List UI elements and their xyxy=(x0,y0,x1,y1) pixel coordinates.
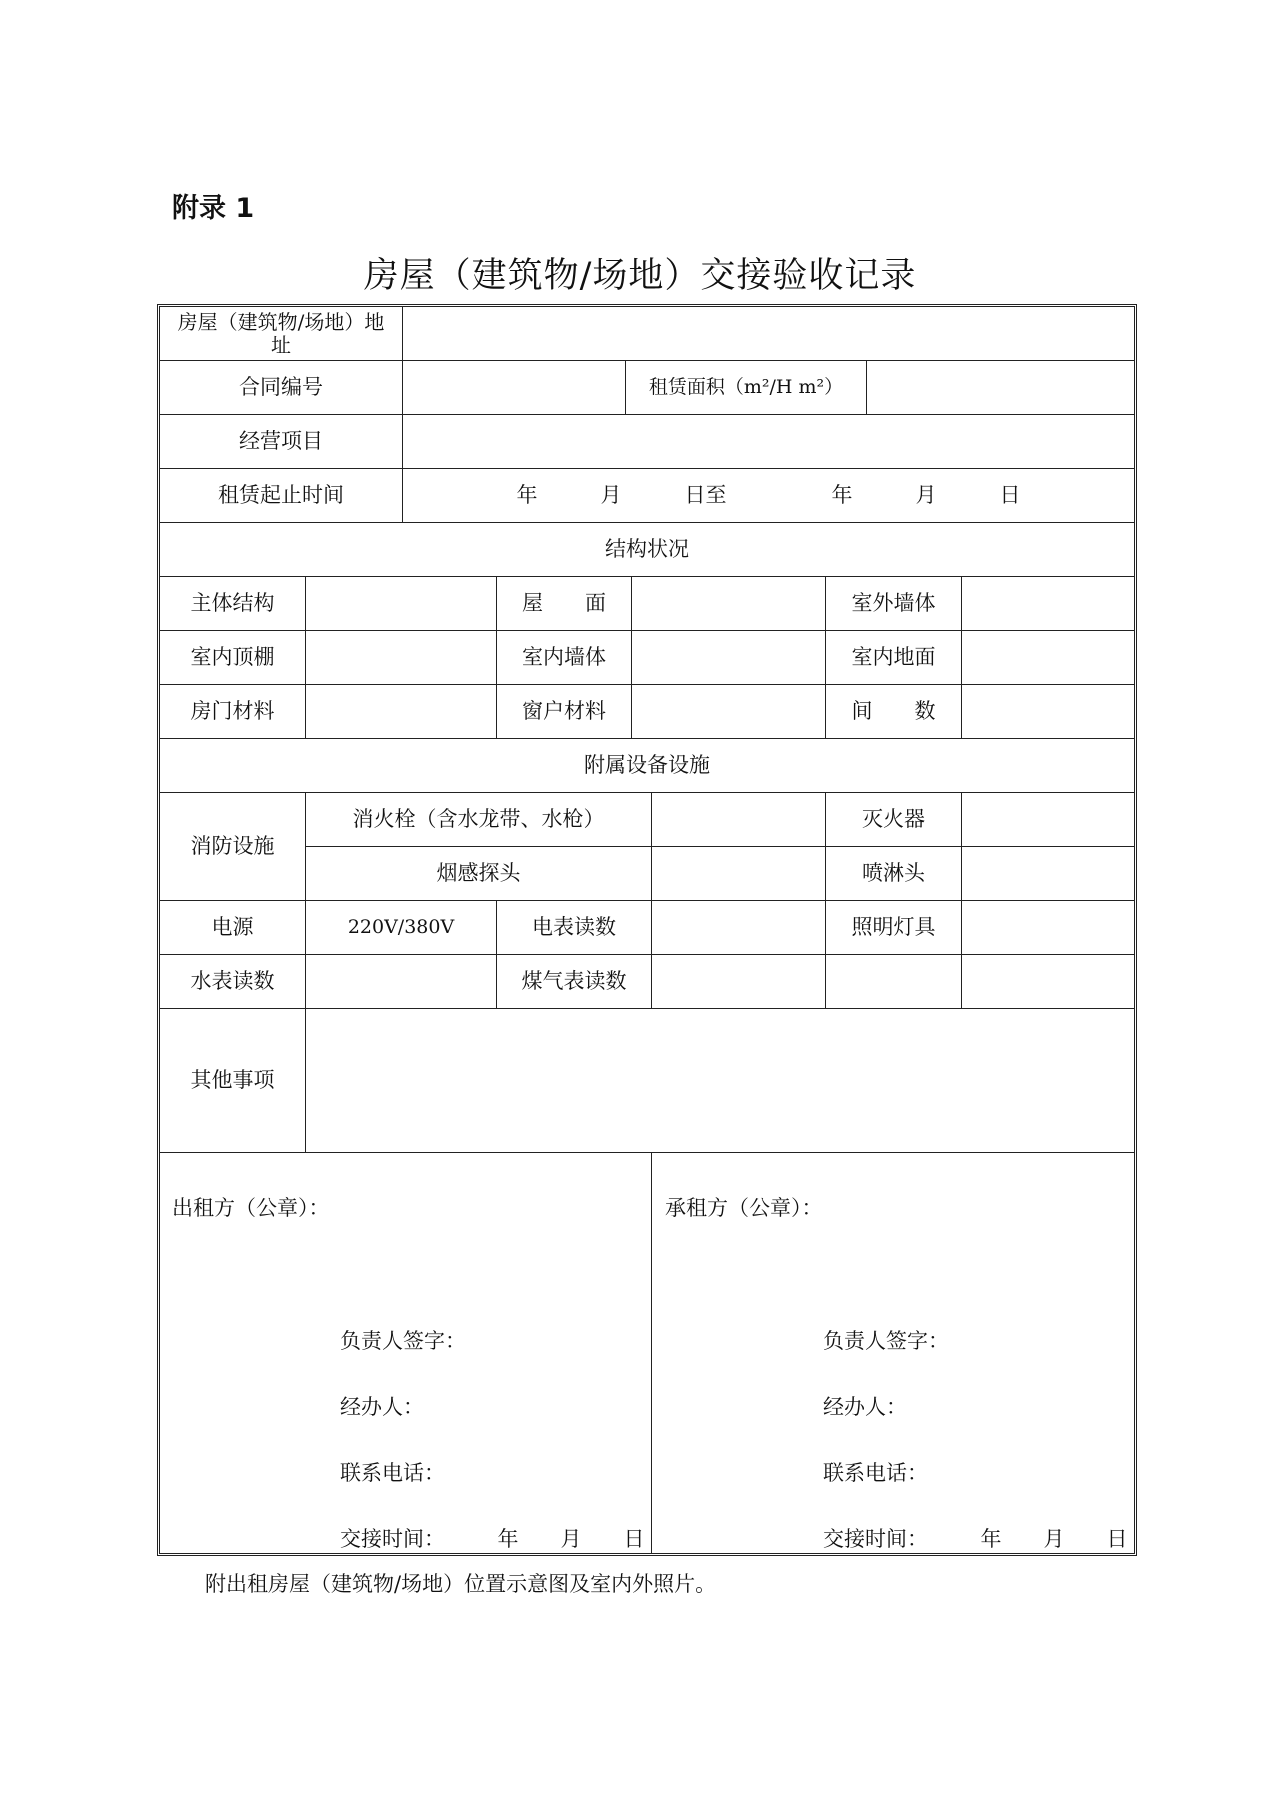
fire-facilities-label: 消防设施 xyxy=(190,834,275,858)
sprinkler-label: 喷淋头 xyxy=(862,861,925,885)
extinguisher-field[interactable] xyxy=(962,792,1134,846)
address-field[interactable] xyxy=(403,307,1134,360)
door-material-field[interactable] xyxy=(306,684,496,738)
other-matters-label: 其他事项 xyxy=(190,1068,275,1092)
door-material-label: 房门材料 xyxy=(190,699,275,723)
extinguisher-label: 灭火器 xyxy=(862,807,925,831)
business-label: 经营项目 xyxy=(239,429,323,453)
exterior-wall-label: 室外墙体 xyxy=(851,591,936,615)
lessor-sign[interactable]: 负责人签字： xyxy=(340,1329,466,1353)
page-title: 房屋（建筑物/场地）交接验收记录 xyxy=(363,256,917,296)
hydrant-field[interactable] xyxy=(652,792,825,846)
interior-wall-label: 室内墙体 xyxy=(522,645,606,669)
lessor-handover[interactable]: 交接时间： 年 月 日 xyxy=(340,1527,645,1551)
structure-section-title: 结构状况 xyxy=(605,537,689,561)
voltage-value: 220V/380V xyxy=(347,916,455,938)
roof-field[interactable] xyxy=(632,576,825,630)
lessor-handler[interactable]: 经办人： xyxy=(340,1395,424,1419)
meter-reading-field[interactable] xyxy=(652,900,825,954)
window-material-label: 窗户材料 xyxy=(522,699,606,723)
other-matters-field[interactable] xyxy=(306,1008,1134,1152)
room-count-label: 间 数 xyxy=(851,699,936,723)
appendix-label: 附录 1 xyxy=(172,193,255,224)
roof-label: 屋 面 xyxy=(522,591,606,615)
lighting-label: 照明灯具 xyxy=(851,915,936,939)
lessor-phone[interactable]: 联系电话： xyxy=(340,1461,445,1485)
lease-period-label: 租赁起止时间 xyxy=(218,483,344,507)
lessee-handler[interactable]: 经办人： xyxy=(823,1395,907,1419)
extra-field[interactable] xyxy=(826,954,961,1008)
power-label: 电源 xyxy=(211,915,254,939)
business-field[interactable] xyxy=(403,414,1134,468)
extra-field-2[interactable] xyxy=(962,954,1134,1008)
interior-ceiling-label: 室内顶棚 xyxy=(190,645,275,669)
exterior-wall-field[interactable] xyxy=(962,576,1134,630)
room-count-field[interactable] xyxy=(962,684,1134,738)
address-label: 房屋（建筑物/场地）地址 xyxy=(177,309,385,357)
contract-no-field[interactable] xyxy=(403,360,625,414)
interior-wall-field[interactable] xyxy=(632,630,825,684)
lease-area-label: 租赁面积（m²/H m²） xyxy=(648,376,844,398)
lease-period-field[interactable]: 年 月 日至 年 月 日 xyxy=(516,483,1021,507)
lessee-handover[interactable]: 交接时间： 年 月 日 xyxy=(823,1527,1128,1551)
lease-area-field[interactable] xyxy=(867,360,1134,414)
main-structure-field[interactable] xyxy=(306,576,496,630)
lessee-heading: 承租方（公章）： xyxy=(665,1196,823,1220)
lessor-heading: 出租方（公章）： xyxy=(172,1196,330,1220)
equipment-section-title: 附属设备设施 xyxy=(584,753,710,777)
window-material-field[interactable] xyxy=(632,684,825,738)
contract-no-label: 合同编号 xyxy=(239,375,323,399)
lessee-phone[interactable]: 联系电话： xyxy=(823,1461,928,1485)
gas-meter-field[interactable] xyxy=(652,954,825,1008)
interior-ceiling-field[interactable] xyxy=(306,630,496,684)
smoke-detector-field[interactable] xyxy=(652,846,825,900)
water-meter-label: 水表读数 xyxy=(190,969,275,993)
smoke-detector-label: 烟感探头 xyxy=(436,861,521,885)
footnote: 附出租房屋（建筑物/场地）位置示意图及室内外照片。 xyxy=(205,1572,717,1596)
interior-floor-label: 室内地面 xyxy=(851,645,936,669)
col-divider xyxy=(651,1152,652,1553)
lighting-field[interactable] xyxy=(962,900,1134,954)
row-divider xyxy=(160,1152,1134,1153)
interior-floor-field[interactable] xyxy=(962,630,1134,684)
main-structure-label: 主体结构 xyxy=(190,591,275,615)
hydrant-label: 消火栓（含水龙带、水枪） xyxy=(352,807,605,831)
handover-table xyxy=(157,304,1137,1556)
lessee-sign[interactable]: 负责人签字： xyxy=(823,1329,949,1353)
meter-reading-label: 电表读数 xyxy=(532,915,616,939)
water-meter-field[interactable] xyxy=(306,954,496,1008)
gas-meter-label: 煤气表读数 xyxy=(521,969,627,993)
sprinkler-field[interactable] xyxy=(962,846,1134,900)
